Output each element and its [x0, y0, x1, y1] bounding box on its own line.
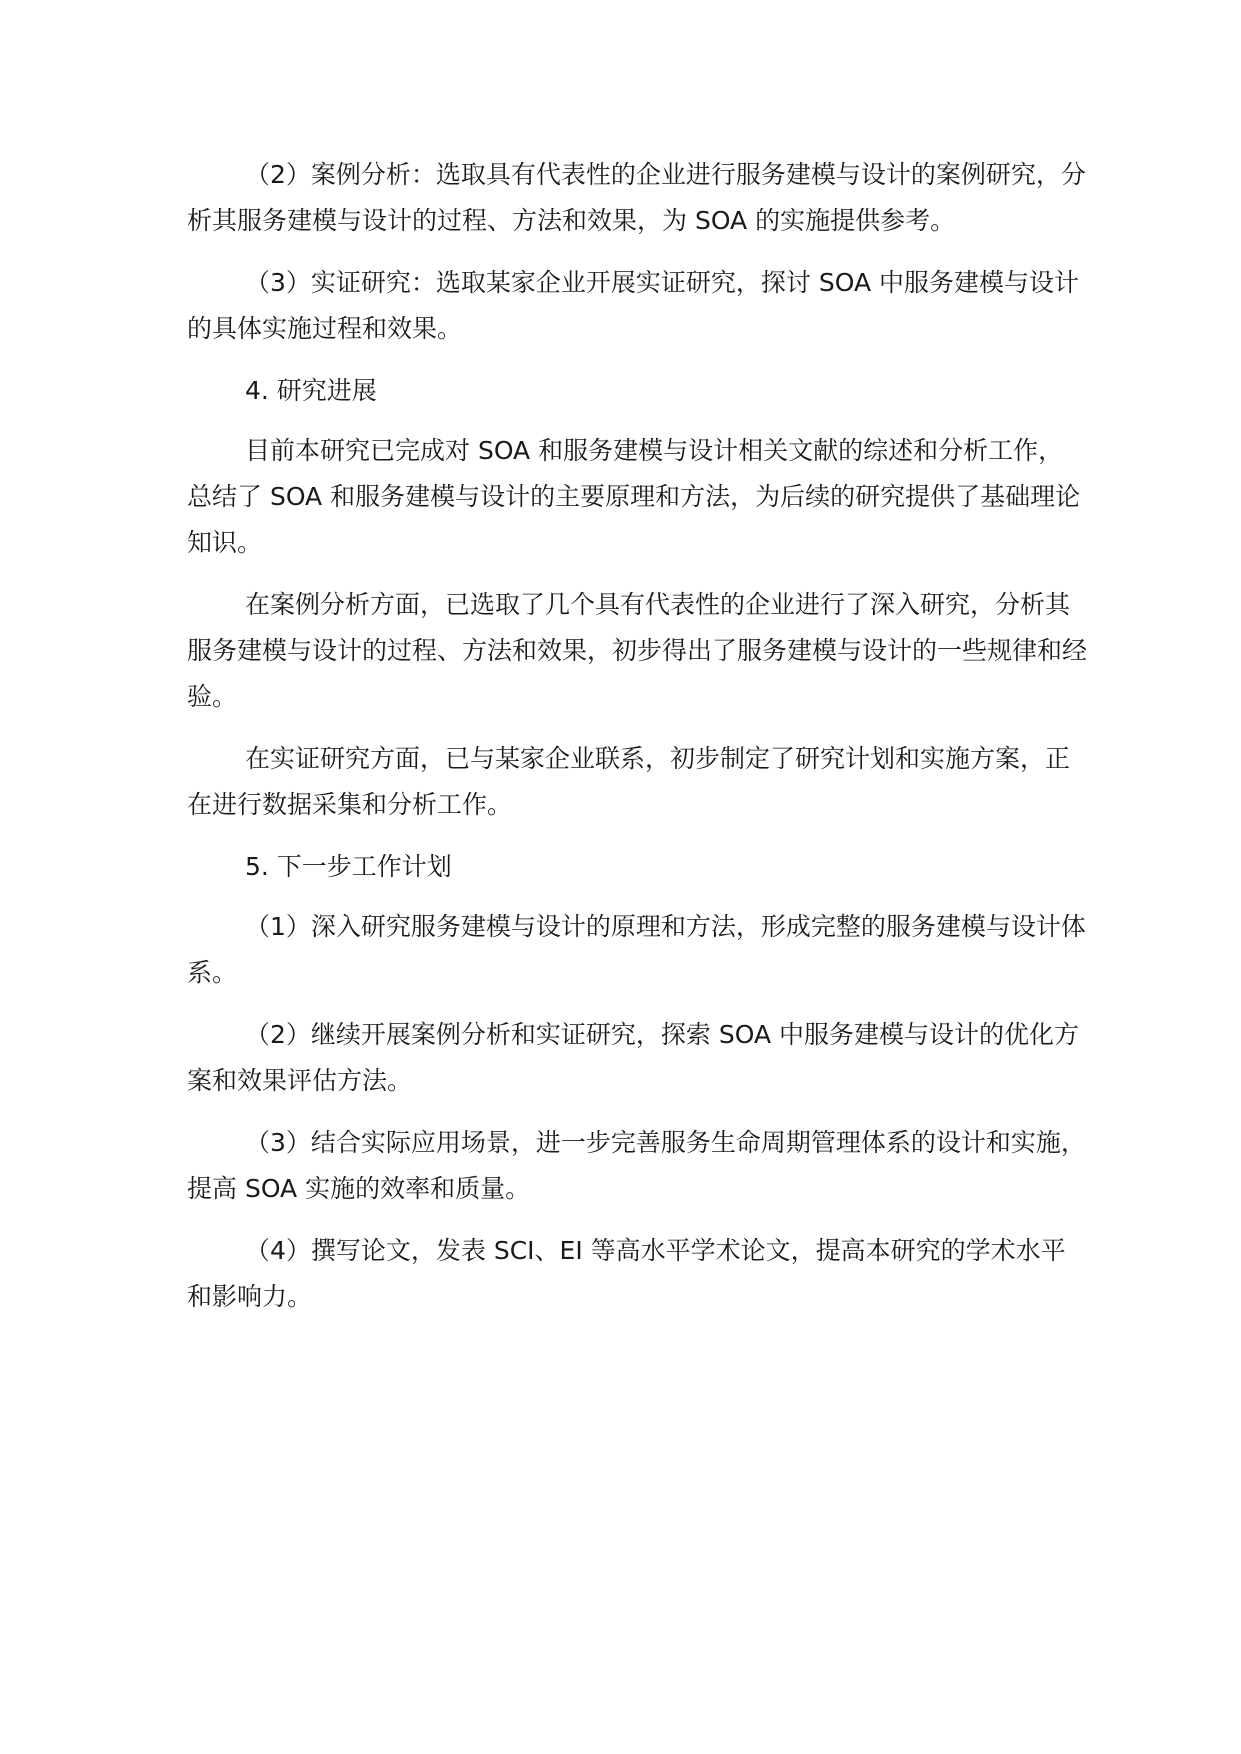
paragraph-plan-2: （2）继续开展案例分析和实证研究，探索 SOA 中服务建模与设计的优化方案和效果评估方法。 — [187, 1020, 1080, 1095]
paragraph-empirical-study: （3）实证研究：选取某家企业开展实证研究，探讨 SOA 中服务建模与设计的具体实施过程和效果。 — [187, 268, 1080, 343]
section-heading-next-steps: 5. 下一步工作计划 — [245, 852, 452, 881]
paragraph-plan-3: （3）结合实际应用场景，进一步完善服务生命周期管理体系的设计和实施，提高 SOA 实施的效率和质量。 — [187, 1128, 1086, 1203]
paragraph-plan-4: （4）撰写论文，发表 SCI、EI 等高水平学术论文，提高本研究的学术水平和影响力。 — [187, 1236, 1066, 1311]
document-body — [187, 152, 1087, 1336]
paragraph-case-analysis: （2）案例分析：选取具有代表性的企业进行服务建模与设计的案例研究，分析其服务建模与设计的过程、方法和效果，为 SOA 的实施提供参考。 — [187, 160, 1086, 235]
paragraph-progress-literature: 目前本研究已完成对 SOA 和服务建模与设计相关文献的综述和分析工作，总结了 SOA 和服务建模与设计的主要原理和方法，为后续的研究提供了基础理论知识。 — [187, 436, 1081, 557]
paragraph-progress-cases: 在案例分析方面，已选取了几个具有代表性的企业进行了深入研究，分析其服务建模与设计的过程、方法和效果，初步得出了服务建模与设计的一些规律和经验。 — [187, 590, 1088, 711]
paragraph-plan-1: （1）深入研究服务建模与设计的原理和方法，形成完整的服务建模与设计体系。 — [187, 912, 1086, 987]
section-heading-progress: 4. 研究进展 — [245, 376, 377, 405]
paragraph-progress-empirical: 在实证研究方面，已与某家企业联系，初步制定了研究计划和实施方案，正在进行数据采集和分析工作。 — [187, 744, 1071, 819]
